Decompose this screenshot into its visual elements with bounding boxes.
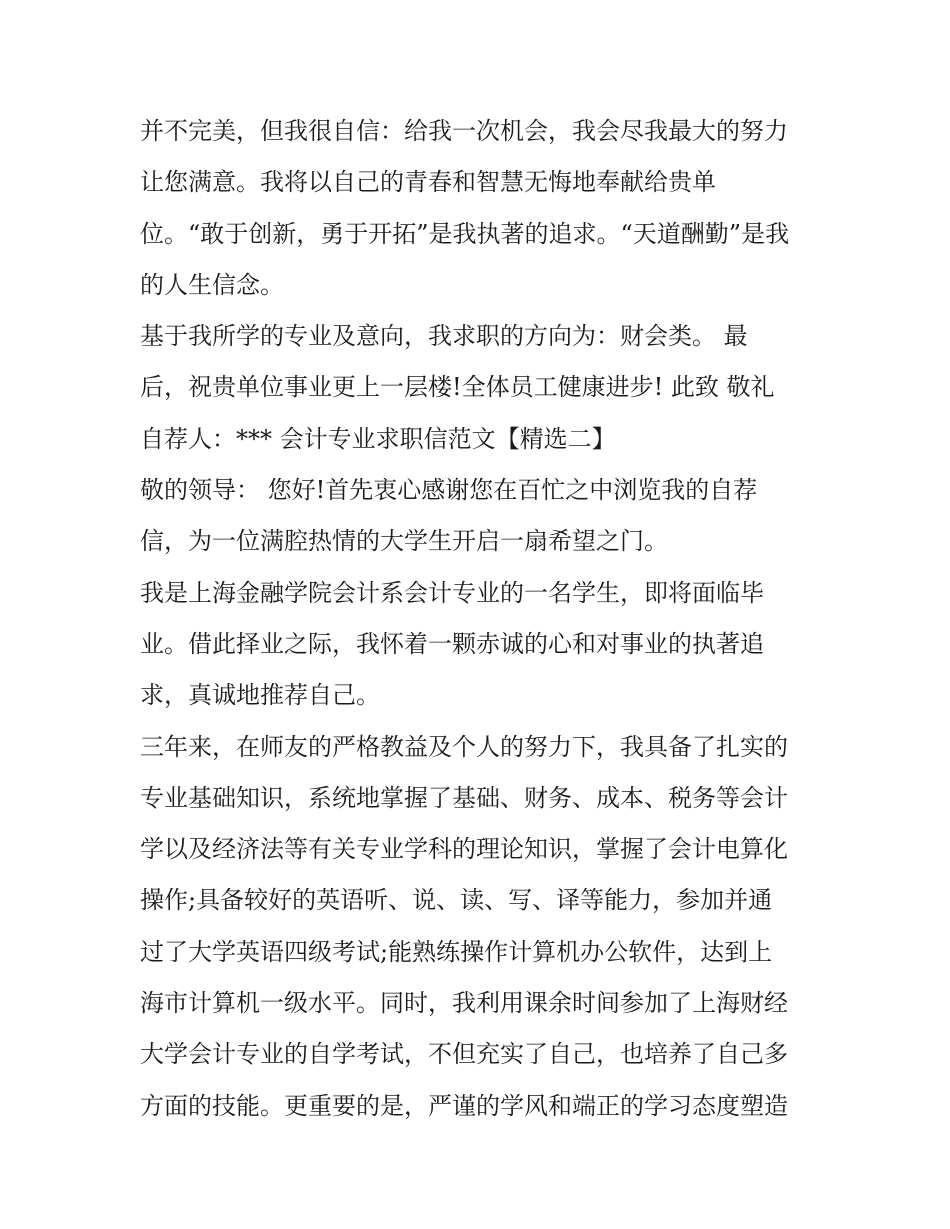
text-line: 专业基础知识，系统地掌握了基础、财务、成本、税务等会计 (140, 783, 788, 812)
text-line: 业。借此择业之际，我怀着一颗赤诚的心和对事业的执著追 (140, 629, 764, 658)
text-line: 过了大学英语四级考试;能熟练操作计算机办公软件，达到上 (140, 937, 773, 966)
text-line: 基于我所学的专业及意向，我求职的方向为：财会类。 最 (140, 322, 748, 351)
text-line: 大学会计专业的自学考试，不但充实了自己，也培养了自己多 (140, 1040, 788, 1069)
text-line: 位。“敢于创新，勇于开拓”是我执著的追求。“天道酬勤”是我 (140, 219, 790, 248)
text-line: 学以及经济法等有关专业学科的理论知识，掌握了会计电算化 (140, 835, 788, 864)
text-line: 操作;具备较好的英语听、说、读、写、译等能力，参加并通 (140, 886, 773, 915)
text-line: 方面的技能。更重要的是，严谨的学风和端正的学习态度塑造 (140, 1091, 788, 1120)
text-line: 海市计算机一级水平。同时，我利用课余时间参加了上海财经 (140, 989, 788, 1018)
text-line: 我是上海金融学院会计系会计专业的一名学生，即将面临毕 (140, 578, 764, 607)
text-line: 的人生信念。 (140, 270, 284, 299)
text-line: 信，为一位满腔热情的大学生开启一扇希望之门。 (140, 527, 668, 556)
body-text (140, 106, 820, 1132)
text-line: 三年来，在师友的严格教益及个人的努力下，我具备了扎实的 (140, 732, 788, 761)
text-line: 自荐人：*** 会计专业求职信范文【精选二】 (140, 424, 616, 453)
text-line: 并不完美，但我很自信：给我一次机会，我会尽我最大的努力 (140, 117, 788, 145)
text-line: 求，真诚地推荐自己。 (140, 681, 380, 710)
text-line: 让您满意。我将以自己的青春和智慧无悔地奉献给贵单 (140, 168, 716, 197)
text-line: 后，祝贵单位事业更上一层楼!全体员工健康进步! 此致 敬礼 (140, 373, 775, 402)
text-line: 敬的领导： 您好!首先衷心感谢您在百忙之中浏览我的自荐 (140, 476, 758, 505)
